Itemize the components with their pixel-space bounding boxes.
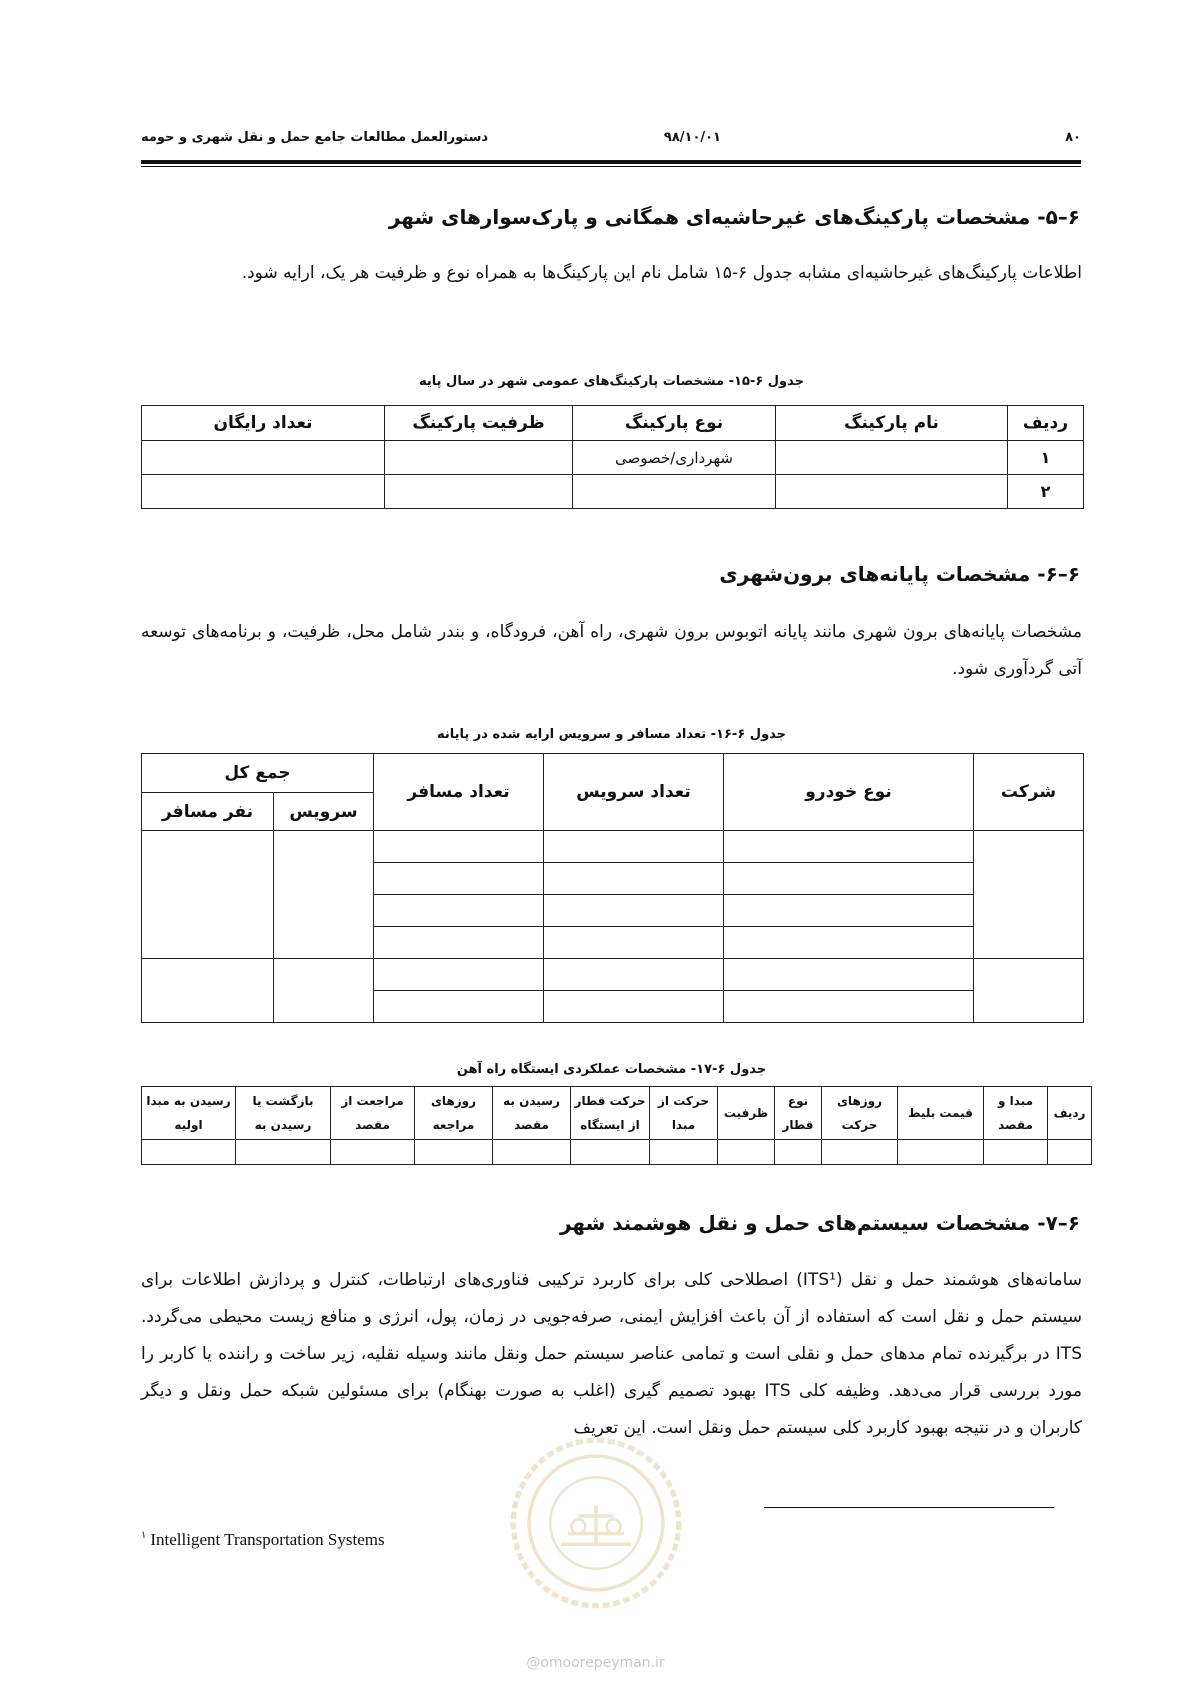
cell-parking-type: شهرداری/خصوصی — [573, 441, 776, 475]
table-row — [142, 475, 1084, 509]
cell — [571, 1140, 650, 1165]
cell-free-count — [142, 441, 385, 475]
cell-company — [974, 831, 1084, 959]
watermark-seal-icon — [508, 1435, 684, 1611]
cell — [984, 1140, 1048, 1165]
header-arrival-origin: رسیدن به مبدا اولیه — [142, 1087, 236, 1140]
header-parking-type: نوع پارکینگ — [573, 406, 776, 441]
header-train-type: نوع قطار — [775, 1087, 822, 1140]
header-free-count: تعداد رایگان — [142, 406, 385, 441]
cell-total-passenger — [142, 831, 274, 959]
cell-service-count — [544, 959, 724, 991]
table-row — [142, 1140, 1092, 1165]
cell — [1048, 1140, 1092, 1165]
footnote-text: Intelligent Transportation Systems — [150, 1530, 385, 1549]
header-capacity: ظرفیت — [718, 1087, 775, 1140]
header-date: ۹۸/۱۰/۰۱ — [663, 130, 721, 145]
cell-vehicle-type — [724, 959, 974, 991]
header-ticket-price: قیمت بلیط — [898, 1087, 984, 1140]
cell-passenger-count — [374, 991, 544, 1023]
table-16 — [141, 753, 1084, 1023]
table-17-caption: جدول ۶-۱۷- مشخصات عملکردی ایستگاه راه آهن — [456, 1062, 767, 1077]
page-header — [141, 130, 1081, 152]
cell-free-count — [142, 475, 385, 509]
header-return-arrival: بازگشت یا رسیدن به — [236, 1087, 331, 1140]
cell-parking-capacity — [385, 441, 573, 475]
header-parking-capacity: ظرفیت پارکینگ — [385, 406, 573, 441]
cell-vehicle-type — [724, 831, 974, 863]
section-paragraph-6-6: مشخصات پایانه‌های برون شهری مانند پایانه اتوبوس برون شهری، راه آهن، فرودگاه، و بندر شامل محل، ظرفیت، و برنامه‌های توسعه آتی گردآوری شود. — [141, 622, 1082, 679]
watermark-url: @omoorepeyman.ir — [526, 1655, 665, 1671]
cell — [236, 1140, 331, 1165]
table-row — [142, 959, 1084, 991]
cell-parking-capacity — [385, 475, 573, 509]
cell-service-count — [544, 895, 724, 927]
cell-service-count — [544, 927, 724, 959]
header-title: دستورالعمل مطالعات جامع حمل و نقل شهری و حومه — [141, 130, 489, 145]
cell — [415, 1140, 493, 1165]
cell — [718, 1140, 775, 1165]
cell — [142, 1140, 236, 1165]
cell — [650, 1140, 718, 1165]
cell-service-count — [544, 991, 724, 1023]
footnote-rule — [764, 1507, 1054, 1508]
header-vehicle-type: نوع خودرو — [724, 754, 974, 831]
cell-total-passenger — [142, 959, 274, 1023]
cell-vehicle-type — [724, 991, 974, 1023]
cell-parking-name — [776, 441, 1008, 475]
page-number: ۸۰ — [1065, 130, 1081, 145]
cell-service-count — [544, 863, 724, 895]
table-17 — [141, 1086, 1092, 1165]
section-heading-6-6: ۶–۶- مشخصات پایانه‌های برون‌شهری — [719, 562, 1080, 586]
header-origin-destination: مبدا و مقصد — [984, 1087, 1048, 1140]
header-departure-origin: حرکت از مبدا — [650, 1087, 718, 1140]
table-header-row — [142, 754, 1084, 793]
section-heading-6-7: ۶–۷- مشخصات سیستم‌های حمل و نقل هوشمند شهر — [559, 1211, 1080, 1235]
table-header-row — [142, 406, 1084, 441]
header-total-passenger: نفر مسافر — [142, 793, 274, 831]
cell — [898, 1140, 984, 1165]
header-rule-thin — [141, 166, 1081, 167]
cell-vehicle-type — [724, 895, 974, 927]
header-parking-name: نام پارکینگ — [776, 406, 1008, 441]
cell-row-number: ۲ — [1008, 475, 1084, 509]
header-departure-station: حرکت قطار از ایستگاه — [571, 1087, 650, 1140]
table-row — [142, 831, 1084, 863]
table-15-caption: جدول ۶-۱۵- مشخصات پارکینگ‌های عمومی شهر در سال پایه — [418, 374, 805, 389]
cell — [331, 1140, 415, 1165]
header-departure-days: روزهای حرکت — [822, 1087, 898, 1140]
header-arrival-destination: رسیدن به مقصد — [493, 1087, 571, 1140]
cell-service-count — [544, 831, 724, 863]
cell-passenger-count — [374, 863, 544, 895]
footnote-marker: ۱ — [141, 1530, 147, 1542]
cell-passenger-count — [374, 895, 544, 927]
header-service-count: تعداد سرویس — [544, 754, 724, 831]
footnote — [141, 1530, 385, 1550]
cell — [822, 1140, 898, 1165]
header-total-service: سرویس — [274, 793, 374, 831]
cell-row-number: ۱ — [1008, 441, 1084, 475]
header-row-number: ردیف — [1008, 406, 1084, 441]
table-15 — [141, 405, 1084, 509]
cell-passenger-count — [374, 831, 544, 863]
header-row-number: ردیف — [1048, 1087, 1092, 1140]
table-header-row — [142, 1087, 1092, 1140]
cell-passenger-count — [374, 927, 544, 959]
cell-vehicle-type — [724, 863, 974, 895]
table-16-caption: جدول ۶-۱۶- تعداد مسافر و سرویس ارایه شده در پایانه — [436, 727, 787, 742]
cell-company — [974, 959, 1084, 1023]
cell — [775, 1140, 822, 1165]
section-paragraph-6-7: سامانه‌های هوشمند حمل و نقل (ITS¹) اصطلاحی کلی برای کاربرد ترکیبی فناوری‌های ارتباطات، کنترل و پردازش اطلاعات برای سیستم حمل و نقل است که استفاده از آن باعث افزایش ایمنی، صرفه‌جویی در زمان، پول، انرژی و منافع زیست محیطی می‌گردد. ITS در برگیرنده تمام مدهای حمل و نقلی است و تمامی عناصر سیستم حمل ونقل مانند وسیله نقلیه، زیر ساخت و راننده یا کاربر را مورد بررسی قرار می‌دهد. وظیفه کلی ITS بهبود تصمیم گیری (اغلب به صورت بهنگام) برای مسئولین شبکه حمل ونقل و دیگر کاربران و در نتیجه بهبود کاربرد کلی سیستم حمل ونقل است. این تعریف — [141, 1270, 1082, 1438]
table-row — [142, 441, 1084, 475]
cell — [493, 1140, 571, 1165]
header-return-from-destination: مراجعت از مقصد — [331, 1087, 415, 1140]
cell-total-service — [274, 831, 374, 959]
section-heading-6-5: ۶–۵- مشخصات پارکینگ‌های غیرحاشیه‌ای همگانی و پارک‌سوارهای شهر — [388, 205, 1080, 229]
cell-passenger-count — [374, 959, 544, 991]
header-company: شرکت — [974, 754, 1084, 831]
section-paragraph-6-5: اطلاعات پارکینگ‌های غیرحاشیه‌ای مشابه جدول ۶-۱۵ شامل نام این پارکینگ‌ها به همراه نوع و ظرفیت هر یک، ارایه شود. — [241, 263, 1082, 283]
header-total: جمع کل — [142, 754, 374, 793]
cell-parking-type — [573, 475, 776, 509]
header-rule-thick — [141, 160, 1081, 164]
header-return-days: روزهای مراجعه — [415, 1087, 493, 1140]
cell-vehicle-type — [724, 927, 974, 959]
cell-total-service — [274, 959, 374, 1023]
cell-parking-name — [776, 475, 1008, 509]
header-passenger-count: تعداد مسافر — [374, 754, 544, 831]
